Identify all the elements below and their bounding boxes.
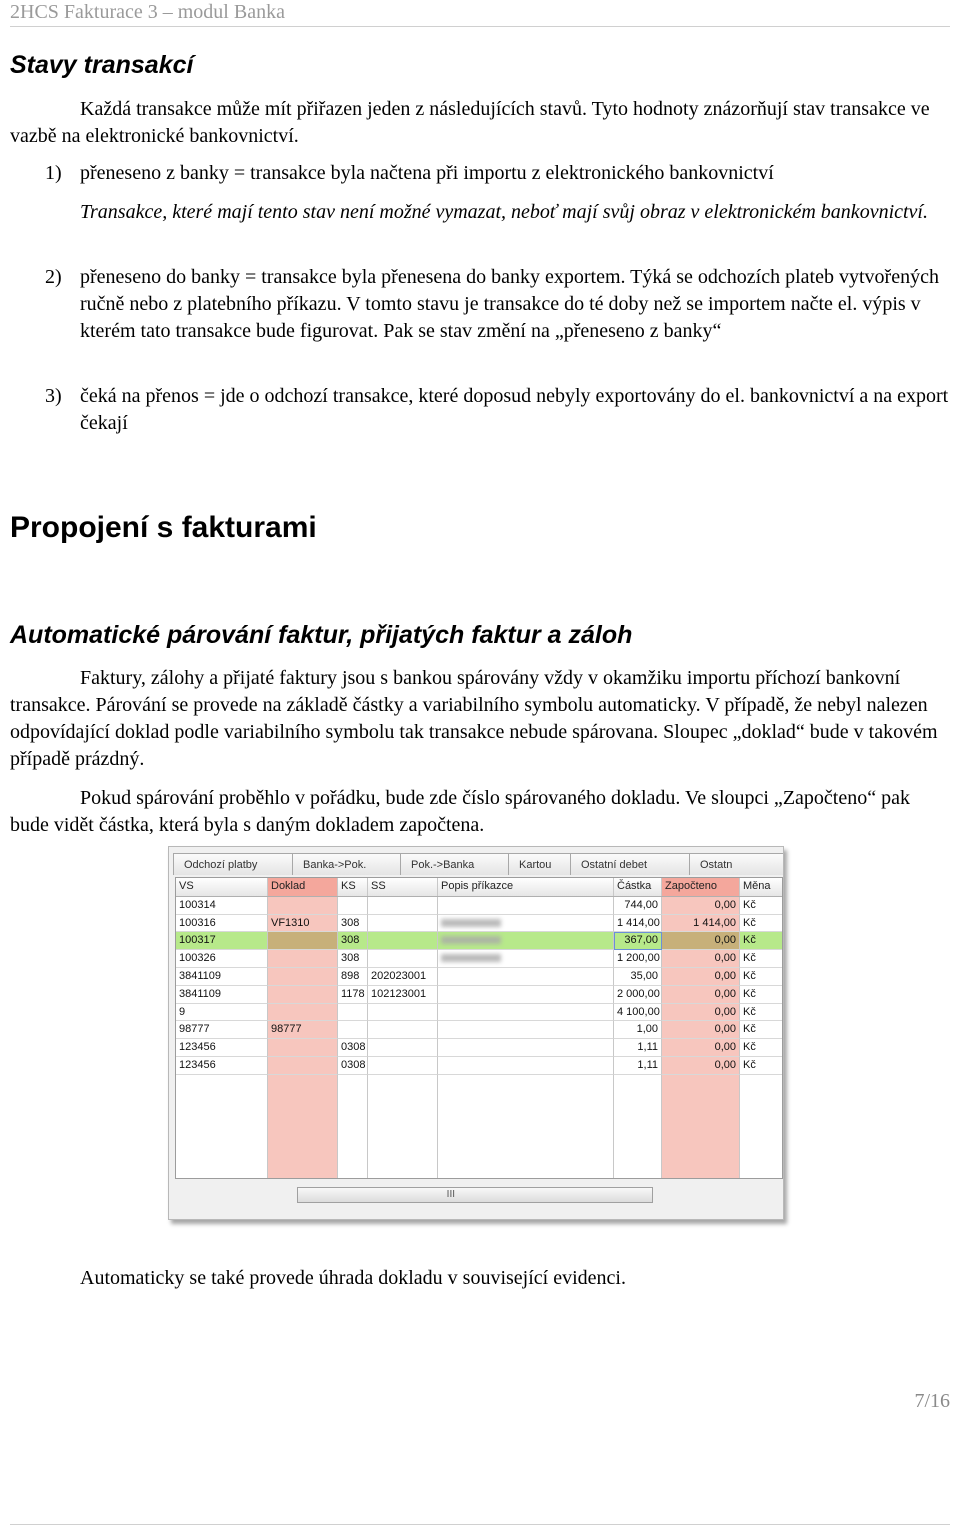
empty-row [176, 1075, 782, 1093]
cell-ss[interactable] [368, 950, 438, 968]
cell-zap[interactable]: 0,00 [662, 1039, 740, 1057]
cell-ks[interactable]: 308 [338, 950, 368, 968]
empty-cell [268, 1128, 338, 1146]
column-header-zapocteno[interactable]: Započteno [662, 878, 740, 896]
cell-zap[interactable]: 0,00 [662, 1057, 740, 1075]
empty-cell [338, 1110, 368, 1128]
cell-popis-blurred[interactable] [438, 968, 614, 986]
cell-mena[interactable]: Kč [740, 1004, 782, 1022]
table-row[interactable] [176, 1039, 782, 1057]
cell-doklad[interactable] [268, 950, 338, 968]
cell-mena[interactable]: Kč [740, 950, 782, 968]
empty-cell [662, 1146, 740, 1164]
transactions-grid [175, 877, 783, 1179]
cell-zap[interactable]: 0,00 [662, 950, 740, 968]
pairing-paragraph: Faktury, zálohy a přijaté faktury jsou s bankou spárovány vždy v okamžiku importu příchozí bankovní transakce. Párování se provede na základě částky a variabilního symbolu automaticky. V případě, že nebyl nalezen odpovídající doklad podle variabilního symbolu tak transakce nebude spárovana. Sloupec „doklad“ bude v takovém případě prázdný. [10, 667, 938, 770]
cell-ss[interactable]: 202023001 [368, 968, 438, 986]
cell-zap[interactable]: 0,00 [662, 968, 740, 986]
empty-cell [176, 1164, 268, 1179]
cell-vs[interactable]: 123456 [176, 1057, 268, 1075]
cell-castka[interactable]: 1 200,00 [614, 950, 662, 968]
cell-popis-blurred[interactable] [438, 986, 614, 1004]
list-item-1-note: Transakce, které mají tento stav není možné vymazat, neboť mají svůj obraz v elektronickém bankovnictví. [80, 201, 928, 223]
empty-cell [740, 1146, 782, 1164]
list-number: 2) [45, 266, 62, 288]
tab-kartou[interactable]: Kartou [508, 853, 571, 875]
empty-cell [368, 1093, 438, 1111]
cell-mena[interactable]: Kč [740, 915, 782, 933]
cell-doklad[interactable] [268, 1057, 338, 1075]
column-header-ss[interactable]: SS [368, 878, 438, 896]
page-number: 7/16 [914, 1390, 950, 1412]
empty-cell [368, 1075, 438, 1093]
empty-cell [176, 1075, 268, 1093]
scrollbar-grip-icon[interactable]: III [446, 1189, 456, 1200]
empty-cell [662, 1075, 740, 1093]
cell-zap[interactable]: 0,00 [662, 1021, 740, 1039]
cell-vs[interactable]: 9 [176, 1004, 268, 1022]
cell-castka[interactable]: 35,00 [614, 968, 662, 986]
page-header: 2HCS Fakturace 3 – modul Banka [10, 1, 285, 23]
empty-cell [740, 1164, 782, 1179]
grid-body [176, 897, 782, 1179]
cell-castka[interactable]: 1,00 [614, 1021, 662, 1039]
cell-castka[interactable]: 1,11 [614, 1039, 662, 1057]
cell-mena[interactable]: Kč [740, 968, 782, 986]
table-row[interactable] [176, 1021, 782, 1039]
empty-cell [438, 1146, 614, 1164]
empty-cell [176, 1146, 268, 1164]
cell-ks[interactable]: 308 [338, 915, 368, 933]
cell-castka[interactable]: 367,00 [614, 932, 662, 950]
cell-vs[interactable]: 3841109 [176, 986, 268, 1004]
cell-vs[interactable]: 100316 [176, 915, 268, 933]
table-row[interactable] [176, 968, 782, 986]
empty-cell [338, 1093, 368, 1111]
cell-doklad[interactable] [268, 986, 338, 1004]
cell-mena[interactable]: Kč [740, 1021, 782, 1039]
empty-cell [268, 1164, 338, 1179]
header-divider [10, 26, 950, 27]
cell-ss[interactable] [368, 915, 438, 933]
table-row[interactable] [176, 1004, 782, 1022]
cell-doklad[interactable] [268, 1004, 338, 1022]
table-row[interactable] [176, 986, 782, 1004]
cell-ks[interactable]: 308 [338, 932, 368, 950]
empty-cell [368, 1128, 438, 1146]
cell-castka[interactable]: 4 100,00 [614, 1004, 662, 1022]
empty-cell [368, 1110, 438, 1128]
cell-doklad[interactable]: 98777 [268, 1021, 338, 1039]
auto-payment-paragraph: Automaticky se také provede úhrada dokladu v související evidenci. [80, 1267, 626, 1289]
subsection-title-auto-pairing: Automatické párování faktur, přijatých faktur a záloh [10, 621, 633, 649]
cell-doklad[interactable] [268, 932, 338, 950]
cell-mena[interactable]: Kč [740, 1039, 782, 1057]
empty-cell [438, 1128, 614, 1146]
table-row[interactable] [176, 1057, 782, 1075]
cell-zap[interactable]: 0,00 [662, 1004, 740, 1022]
empty-row [176, 1110, 782, 1128]
column-header-mena[interactable]: Měna [743, 880, 771, 892]
list-text: přeneseno do banky = transakce byla přenesena do banky exportem. Týká se odchozích plateb vytvořených ručně nebo z platebního příkazu. V tomto stavu je transakce do té doby než se importem načte el. výpis v kterém tato transakce bude figurovat. Pak se stav změní na „přeneseno z banky“ [80, 266, 939, 342]
empty-cell [338, 1146, 368, 1164]
redacted-text [441, 936, 501, 944]
cell-doklad[interactable] [268, 968, 338, 986]
empty-cell [368, 1164, 438, 1179]
cell-ks[interactable] [338, 1021, 368, 1039]
column-header-popis[interactable]: Popis příkazce [438, 878, 614, 896]
table-row[interactable] [176, 950, 782, 968]
list-number: 3) [45, 385, 62, 407]
empty-cell [662, 1093, 740, 1111]
cell-zap[interactable]: 1 414,00 [662, 915, 740, 933]
cell-popis-blurred[interactable] [438, 1004, 614, 1022]
empty-cell [740, 1110, 782, 1128]
redacted-text [441, 954, 501, 962]
intro-paragraph: Každá transakce může mít přiřazen jeden z následujících stavů. Tyto hodnoty znázorňují stav transakce ve vazbě na elektronické bankovnictví. [10, 98, 930, 147]
footer-divider [10, 1524, 950, 1525]
section-title-invoices: Propojení s fakturami [10, 511, 317, 544]
list-text: přeneseno z banky = transakce byla načtena při importu z elektronického bankovnictví [80, 162, 774, 184]
column-header-ks[interactable]: KS [338, 878, 368, 896]
cell-mena[interactable]: Kč [740, 1057, 782, 1075]
cell-ks[interactable]: 0308 [338, 1039, 368, 1057]
cell-doklad[interactable] [268, 897, 338, 915]
cell-vs[interactable]: 100326 [176, 950, 268, 968]
cell-ks[interactable] [338, 897, 368, 915]
tab-banka-pok[interactable]: Banka->Pok. [292, 853, 401, 875]
empty-cell [268, 1075, 338, 1093]
section-title-transaction-states: Stavy transakcí [10, 51, 194, 79]
bank-transactions-screenshot [168, 846, 784, 1220]
tab-ostatni-debet[interactable]: Ostatní debet [570, 853, 690, 875]
empty-cell [338, 1128, 368, 1146]
cell-ks[interactable]: 898 [338, 968, 368, 986]
grid-header [176, 878, 782, 897]
empty-cell [438, 1164, 614, 1179]
tab-ostatni[interactable]: Ostatn [689, 853, 784, 875]
cell-popis-blurred[interactable] [438, 1039, 614, 1057]
cell-ss[interactable] [368, 1039, 438, 1057]
cell-vs[interactable]: 98777 [176, 1021, 268, 1039]
empty-cell [662, 1110, 740, 1128]
cell-popis-blurred[interactable] [438, 915, 614, 933]
empty-row [176, 1164, 782, 1179]
empty-cell [176, 1110, 268, 1128]
cell-ks[interactable]: 1178 [338, 986, 368, 1004]
cell-popis-blurred[interactable] [438, 932, 614, 950]
empty-cell [740, 1093, 782, 1111]
empty-cell [176, 1128, 268, 1146]
cell-ss[interactable]: 102123001 [368, 986, 438, 1004]
empty-cell [614, 1110, 662, 1128]
cell-vs[interactable]: 100314 [176, 897, 268, 915]
cell-ss[interactable] [368, 1021, 438, 1039]
empty-cell [368, 1146, 438, 1164]
cell-vs[interactable]: 3841109 [176, 968, 268, 986]
cell-ss[interactable] [368, 932, 438, 950]
cell-ks[interactable] [338, 1004, 368, 1022]
empty-cell [268, 1146, 338, 1164]
column-header-castka[interactable]: Částka [614, 878, 662, 896]
cell-doklad[interactable] [268, 1039, 338, 1057]
empty-cell [438, 1093, 614, 1111]
cell-zap[interactable]: 0,00 [662, 986, 740, 1004]
cell-ss[interactable] [368, 1057, 438, 1075]
empty-cell [614, 1128, 662, 1146]
column-header-vs[interactable]: VS [176, 878, 268, 896]
cell-vs[interactable]: 100317 [176, 932, 268, 950]
empty-cell [438, 1110, 614, 1128]
empty-cell [176, 1093, 268, 1111]
list-item-3 [45, 383, 950, 437]
cell-castka[interactable]: 1,11 [614, 1057, 662, 1075]
cell-doklad[interactable]: VF1310 [268, 915, 338, 933]
list-number: 1) [45, 162, 62, 184]
empty-cell [740, 1075, 782, 1093]
table-row[interactable] [176, 897, 782, 915]
pairing-result-paragraph: Pokud spárování proběhlo v pořádku, bude zde číslo spárovaného dokladu. Ve sloupci „Započteno“ pak bude vidět částka, která byla s daným dokladem započtena. [10, 787, 910, 836]
empty-row [176, 1146, 782, 1164]
cell-vs[interactable]: 123456 [176, 1039, 268, 1057]
tab-pok-banka[interactable]: Pok.->Banka [400, 853, 509, 875]
cell-zap[interactable]: 0,00 [662, 932, 740, 950]
cell-popis-blurred[interactable] [438, 1057, 614, 1075]
cell-castka[interactable]: 1 414,00 [614, 915, 662, 933]
redacted-text [441, 919, 501, 927]
cell-popis-blurred[interactable] [438, 897, 614, 915]
empty-cell [438, 1075, 614, 1093]
empty-row [176, 1128, 782, 1146]
table-row[interactable] [176, 932, 782, 950]
empty-cell [268, 1093, 338, 1111]
cell-mena[interactable]: Kč [740, 897, 782, 915]
list-text: čeká na přenos = jde o odchozí transakce, které doposud nebyly exportovány do el. bankovnictví a na export čekají [80, 385, 949, 434]
empty-cell [740, 1128, 782, 1146]
empty-row [176, 1093, 782, 1111]
cell-castka[interactable]: 744,00 [614, 897, 662, 915]
cell-ss[interactable] [368, 1004, 438, 1022]
cell-mena[interactable]: Kč [740, 986, 782, 1004]
table-row[interactable] [176, 915, 782, 933]
empty-cell [338, 1075, 368, 1093]
list-item-1 [45, 160, 950, 187]
horizontal-scrollbar[interactable] [297, 1187, 653, 1203]
empty-cell [614, 1075, 662, 1093]
list-item-2 [45, 264, 950, 345]
empty-cell [268, 1110, 338, 1128]
column-header-doklad[interactable]: Doklad [268, 878, 338, 896]
cell-mena[interactable]: Kč [740, 932, 782, 950]
empty-cell [662, 1164, 740, 1179]
empty-cell [614, 1164, 662, 1179]
cell-popis-blurred[interactable] [438, 950, 614, 968]
tab-bar [173, 853, 783, 875]
cell-ss[interactable] [368, 897, 438, 915]
empty-cell [662, 1128, 740, 1146]
cell-zap[interactable]: 0,00 [662, 897, 740, 915]
empty-cell [338, 1164, 368, 1179]
empty-cell [614, 1093, 662, 1111]
cell-popis-blurred[interactable] [438, 1021, 614, 1039]
cell-ks[interactable]: 0308 [338, 1057, 368, 1075]
empty-cell [614, 1146, 662, 1164]
cell-castka[interactable]: 2 000,00 [614, 986, 662, 1004]
tab-odchozi-platby[interactable]: Odchozí platby [173, 853, 293, 875]
